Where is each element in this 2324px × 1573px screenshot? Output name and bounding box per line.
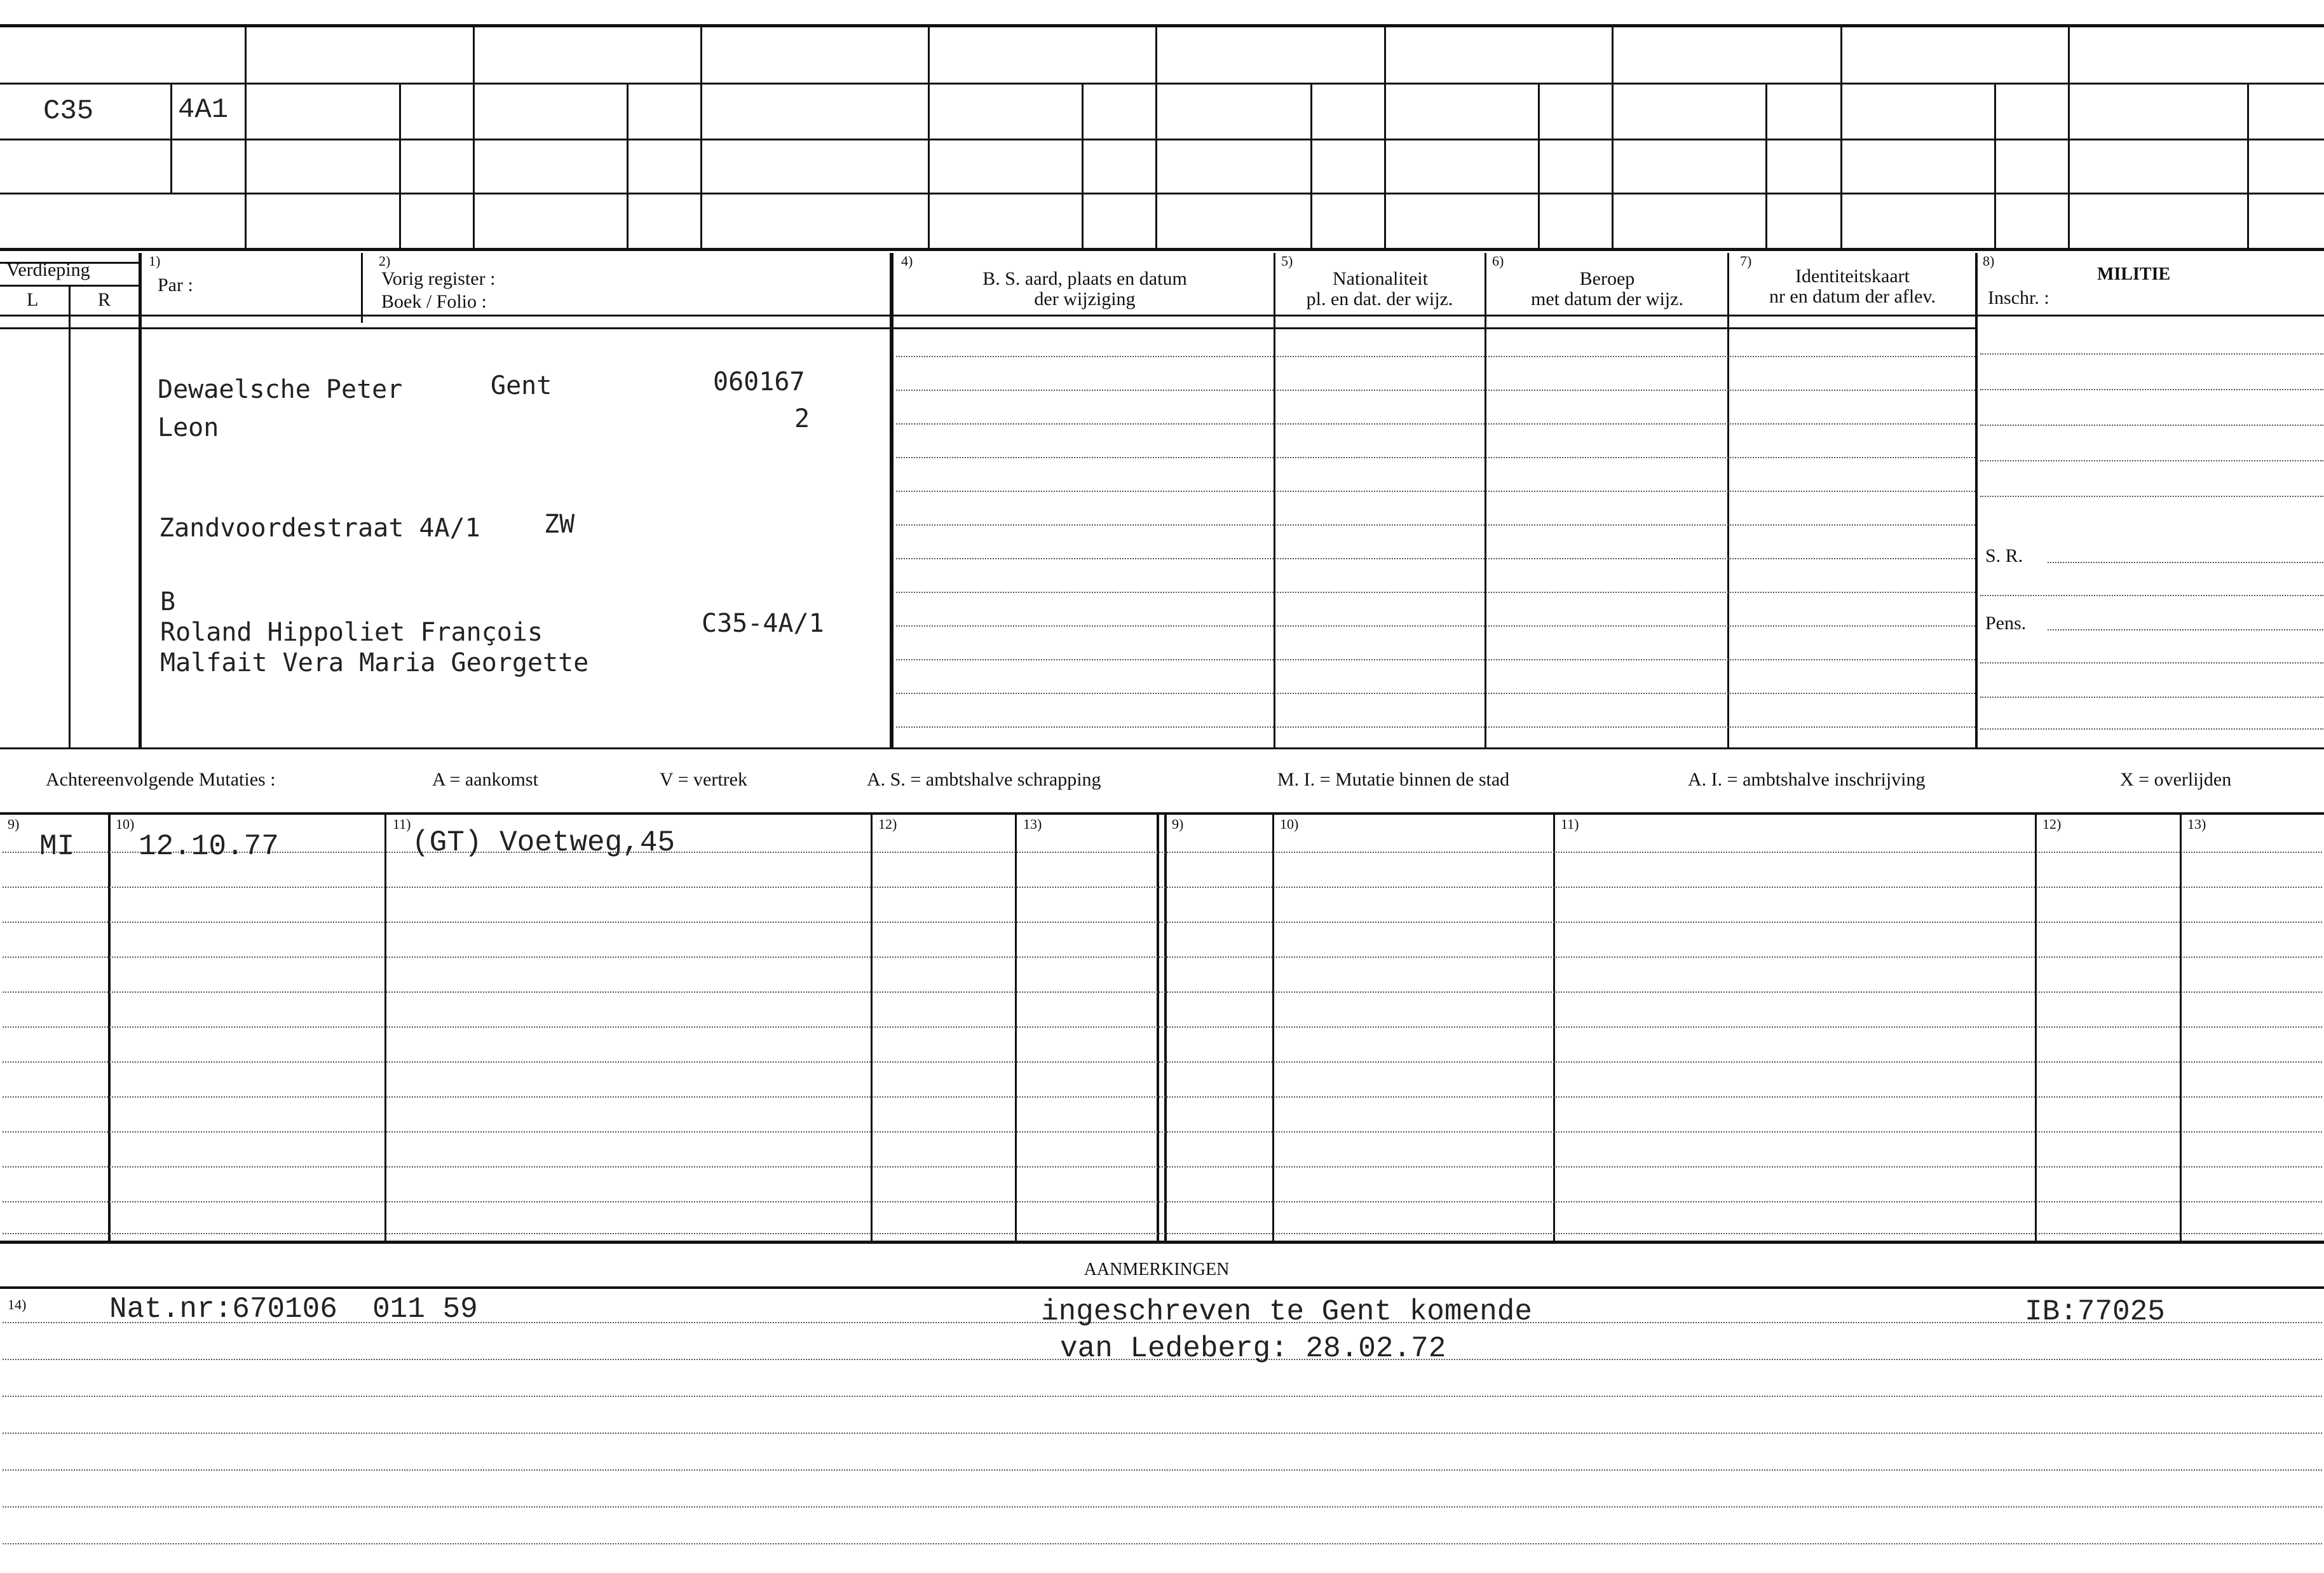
mut-head-11b: 11)	[1561, 816, 1579, 832]
legend-x: X = overlijden	[2120, 769, 2232, 790]
note-6: 6)	[1492, 253, 1504, 269]
register-ref: C35-4A/1	[702, 609, 824, 638]
status: B	[160, 587, 176, 616]
id-label-1: Identiteitskaart	[1795, 266, 1910, 287]
legend-a: A = aankomst	[432, 769, 538, 790]
boek-folio-label: Boek / Folio :	[381, 291, 487, 312]
birth-place: Gent	[491, 371, 552, 400]
beroep-label-1: Beroep	[1579, 268, 1635, 289]
remark-line-1: ingeschreven te Gent komende	[1041, 1295, 1532, 1328]
nat-label-1: Nationaliteit	[1333, 268, 1428, 289]
id-label-2: nr en datum der aflev.	[1769, 286, 1936, 307]
birth-code: 060167	[713, 367, 805, 397]
district: ZW	[544, 510, 575, 539]
note-4: 4)	[901, 253, 913, 269]
sr-label: S. R.	[1985, 545, 2023, 566]
verdieping-label: Verdieping	[6, 259, 90, 280]
pens-label: Pens.	[1985, 613, 2027, 634]
address: Zandvoordestraat 4A/1	[159, 514, 480, 543]
legend-mi: M. I. = Mutatie binnen de stad	[1277, 769, 1510, 790]
mut-head-13: 13)	[1023, 816, 1042, 832]
col-l-label: L	[27, 289, 39, 310]
note-14: 14)	[8, 1297, 27, 1312]
legend-title: Achtereenvolgende Mutaties :	[46, 769, 276, 790]
vorig-register-label: Vorig register :	[381, 268, 496, 289]
mut-head-12b: 12)	[2042, 816, 2062, 832]
birth-suffix: 2	[794, 404, 810, 433]
beroep-label-2: met datum der wijz.	[1531, 289, 1683, 310]
mutation-type: MI	[39, 830, 75, 863]
note-7: 7)	[1740, 253, 1752, 269]
person-name-1: Dewaelsche Peter	[158, 375, 403, 404]
mut-head-13b: 13)	[2187, 816, 2206, 832]
father-name: Roland Hippoliet François	[160, 618, 543, 647]
note-1: 1)	[149, 253, 161, 269]
note-2: 2)	[379, 253, 391, 269]
mut-head-10: 10)	[116, 816, 135, 832]
mut-head-9b: 9)	[1172, 816, 1184, 832]
nat-label-2: pl. en dat. der wijz.	[1306, 289, 1453, 310]
mutation-address: (GT) Voetweg,45	[412, 826, 676, 859]
inschr-label: Inschr. :	[1988, 287, 2049, 308]
legend-v: V = vertrek	[660, 769, 747, 790]
par-label: Par :	[158, 275, 193, 296]
legend-ai: A. I. = ambtshalve inschrijving	[1688, 769, 1926, 790]
bs-label-1: B. S. aard, plaats en datum	[982, 268, 1187, 289]
mother-name: Malfait Vera Maria Georgette	[160, 648, 589, 678]
note-5: 5)	[1281, 253, 1293, 269]
remarks-title: AANMERKINGEN	[1084, 1260, 1230, 1279]
militie-label: MILITIE	[2097, 264, 2171, 284]
col-r-label: R	[98, 289, 111, 310]
mut-head-11: 11)	[393, 816, 411, 832]
mut-head-12: 12)	[878, 816, 897, 832]
remark-line-2: van Ledeberg: 28.02.72	[1060, 1332, 1446, 1365]
grid-code: C35	[43, 95, 94, 127]
nat-nr: Nat.nr:670106 011 59	[109, 1293, 478, 1326]
mut-head-9: 9)	[8, 816, 20, 832]
grid-number: 4A1	[178, 94, 229, 126]
note-8: 8)	[1983, 253, 1995, 269]
person-name-2: Leon	[158, 413, 219, 442]
bs-label-2: der wijziging	[1034, 289, 1136, 310]
mut-head-10b: 10)	[1280, 816, 1299, 832]
ib-number: IB:77025	[2025, 1295, 2165, 1328]
legend-as: A. S. = ambtshalve schrapping	[867, 769, 1101, 790]
mutation-date: 12.10.77	[139, 830, 279, 863]
